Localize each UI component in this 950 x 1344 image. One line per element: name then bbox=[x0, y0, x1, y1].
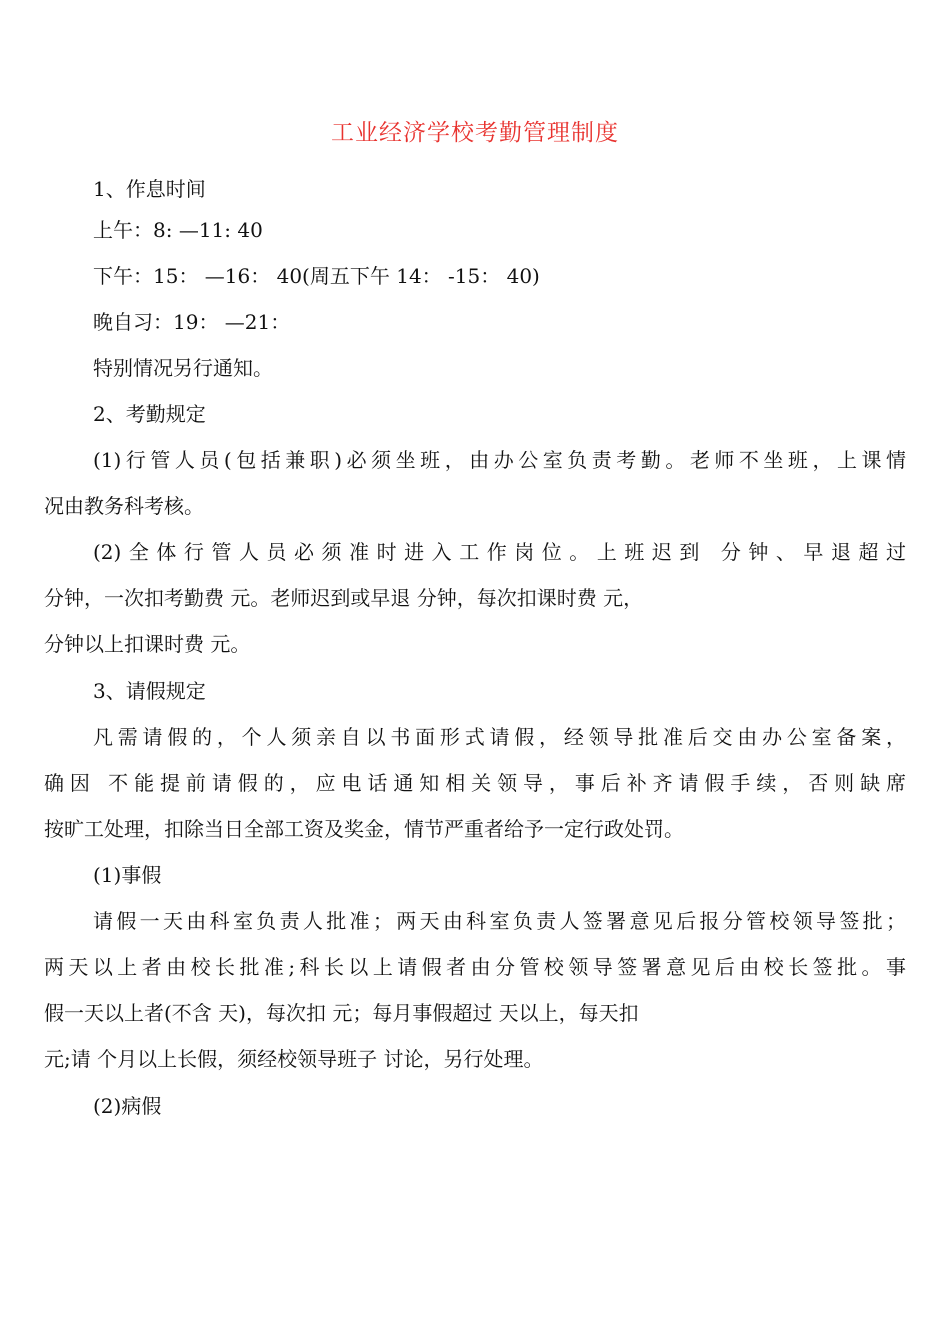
text-line: 确因 不能提前请假的，应电话通知相关领导，事后补齐请假手续，否则缺席 bbox=[44, 771, 906, 795]
text-line: 分钟以上扣课时费 元。 bbox=[44, 632, 251, 656]
text-line: 两天以上者由校长批准;科长以上请假者由分管校领导签署意见后由校长签批。事 bbox=[44, 955, 906, 979]
section-heading-leave: 3、请假规定 bbox=[93, 679, 206, 703]
text-line: 元;请 个月以上长假，须经校领导班子 讨论，另行处理。 bbox=[44, 1047, 544, 1071]
text-line: 上午：8: —11: 40 bbox=[93, 218, 263, 242]
section-heading-schedule: 1、作息时间 bbox=[93, 177, 206, 201]
text-line: 况由教务科考核。 bbox=[44, 494, 204, 518]
text-line: 假一天以上者(不含 天)，每次扣 元；每月事假超过 天以上，每天扣 bbox=[44, 1001, 639, 1025]
text-line: (2)全体行管人员必须准时进入工作岗位。上班迟到 分钟、早退超过 bbox=[93, 540, 906, 564]
text-line: 请假一天由科室负责人批准；两天由科室负责人签署意见后报分管校领导签批； bbox=[93, 909, 906, 933]
text-line: 凡需请假的，个人须亲自以书面形式请假，经领导批准后交由办公室备案， bbox=[93, 725, 906, 749]
document-title: 工业经济学校考勤管理制度 bbox=[331, 120, 619, 146]
section-heading-attendance: 2、考勤规定 bbox=[93, 402, 206, 426]
text-line: (1)行管人员(包括兼职)必须坐班，由办公室负责考勤。老师不坐班，上课情 bbox=[93, 448, 906, 472]
text-line: 特别情况另行通知。 bbox=[93, 356, 273, 380]
text-line: 下午：15： —16： 40(周五下午 14： -15： 40) bbox=[93, 264, 540, 288]
text-line: 分钟，一次扣考勤费 元。老师迟到或早退 分钟，每次扣课时费 元， bbox=[44, 586, 644, 610]
text-line: 按旷工处理，扣除当日全部工资及奖金，情节严重者给予一定行政处罚。 bbox=[44, 817, 684, 841]
subsection-heading-personal-leave: (1)事假 bbox=[93, 863, 162, 887]
subsection-heading-sick-leave: (2)病假 bbox=[93, 1094, 162, 1118]
text-line: 晚自习：19： —21： bbox=[93, 310, 291, 334]
